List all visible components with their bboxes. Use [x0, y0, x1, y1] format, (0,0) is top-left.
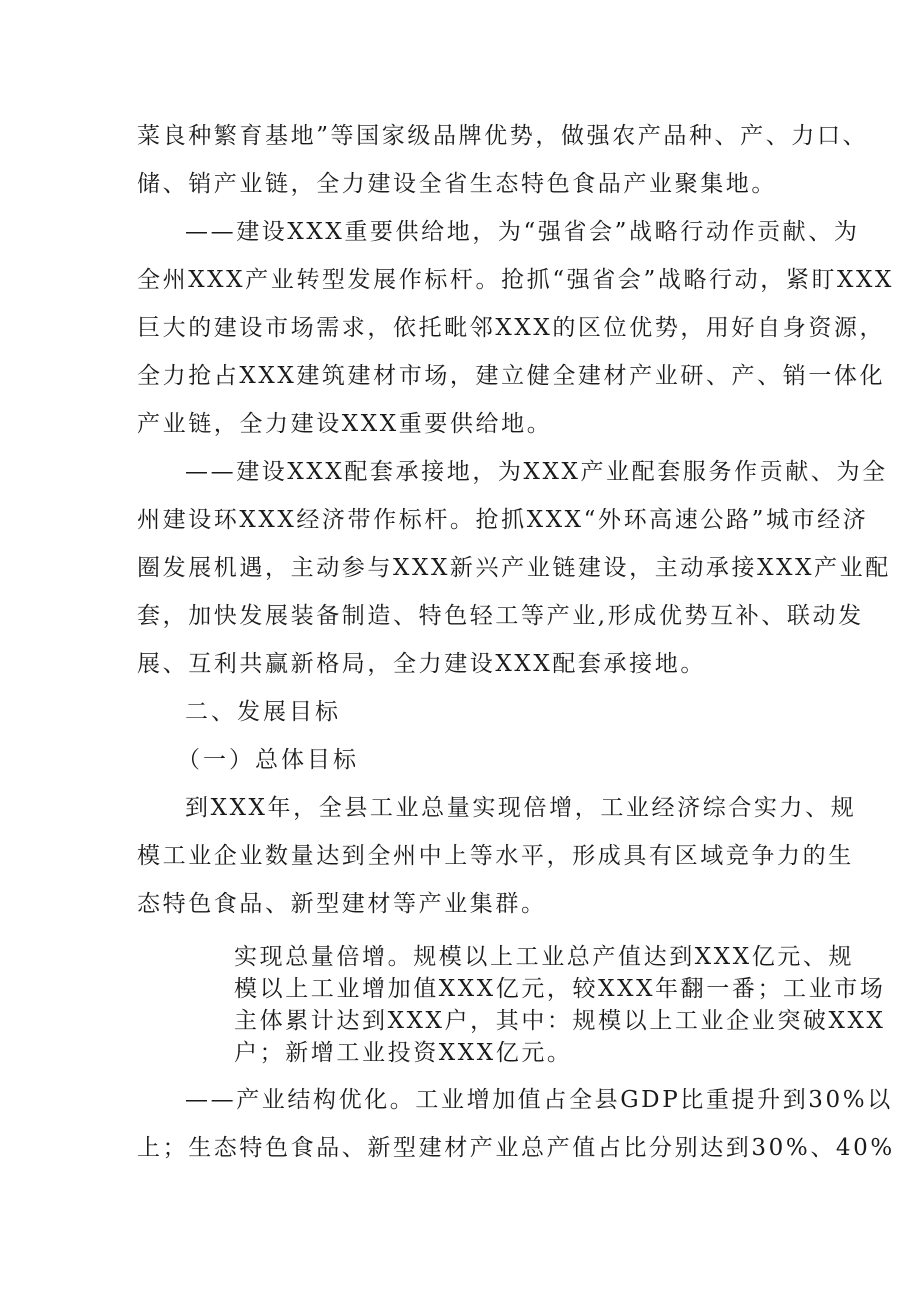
text-line: 模工业企业数量达到全州中上等水平，形成具有区域竞争力的生 [137, 843, 854, 869]
block-line: 户；新增工业投资XXX亿元。 [234, 1040, 573, 1066]
text-line: ——产业结构优化。工业增加值占全县GDP比重提升到30%以 [185, 1087, 893, 1113]
text-line: 态特色食品、新型建材等产业集群。 [137, 891, 547, 917]
block-line: 实现总量倍增。规模以上工业总产值达到XXX亿元、规 [234, 944, 855, 970]
text-line: 全州XXX产业转型发展作标杆。抢抓“强省会”战略行动，紧盯XXX [137, 267, 894, 293]
text-line: 巨大的建设市场需求，依托毗邻XXX的区位优势，用好自身资源， [137, 315, 886, 341]
text-line: ——建设XXX重要供给地，为“强省会”战略行动作贡献、为 [185, 219, 860, 245]
text-line: 展、互利共赢新格局，全力建设XXX配套承接地。 [137, 651, 706, 677]
text-line: 州建设环XXX经济带作标杆。抢抓XXX“外环高速公路”城市经济 [137, 507, 869, 533]
indented-block [234, 942, 886, 1070]
subsection-heading: （一）总体目标 [177, 747, 359, 773]
text-line: 上；生态特色食品、新型建材产业总产值占比分别达到30%、40% [137, 1135, 895, 1161]
text-line: 产业链，全力建设XXX重要供给地。 [137, 411, 553, 437]
block-line: 模以上工业增加值XXX亿元，较XXX年翻一番；工业市场 [234, 976, 886, 1002]
block-line: 主体累计达到XXX户，其中：规模以上工业企业突破XXX [234, 1008, 886, 1034]
text-line: ——建设XXX配套承接地，为XXX产业配套服务作贡献、为全 [185, 459, 888, 485]
text-line: 到XXX年，全县工业总量实现倍增，工业经济综合实力、规 [185, 795, 857, 821]
text-line: 菜良种繁育基地”等国家级品牌优势，做强农产品种、产、力口、 [137, 123, 869, 149]
text-line: 套，加快发展装备制造、特色轻工等产业,形成优势互补、联动发 [137, 603, 864, 629]
text-line: 储、销产业链，全力建设全省生态特色食品产业聚集地。 [137, 171, 777, 197]
text-line: 圈发展机遇，主动参与XXX新兴产业链建设，主动承接XXX产业配 [137, 555, 891, 581]
section-heading: 二、发展目标 [185, 699, 341, 725]
text-line: 全力抢占XXX建筑建材市场，建立健全建材产业研、产、销一体化 [137, 363, 886, 389]
